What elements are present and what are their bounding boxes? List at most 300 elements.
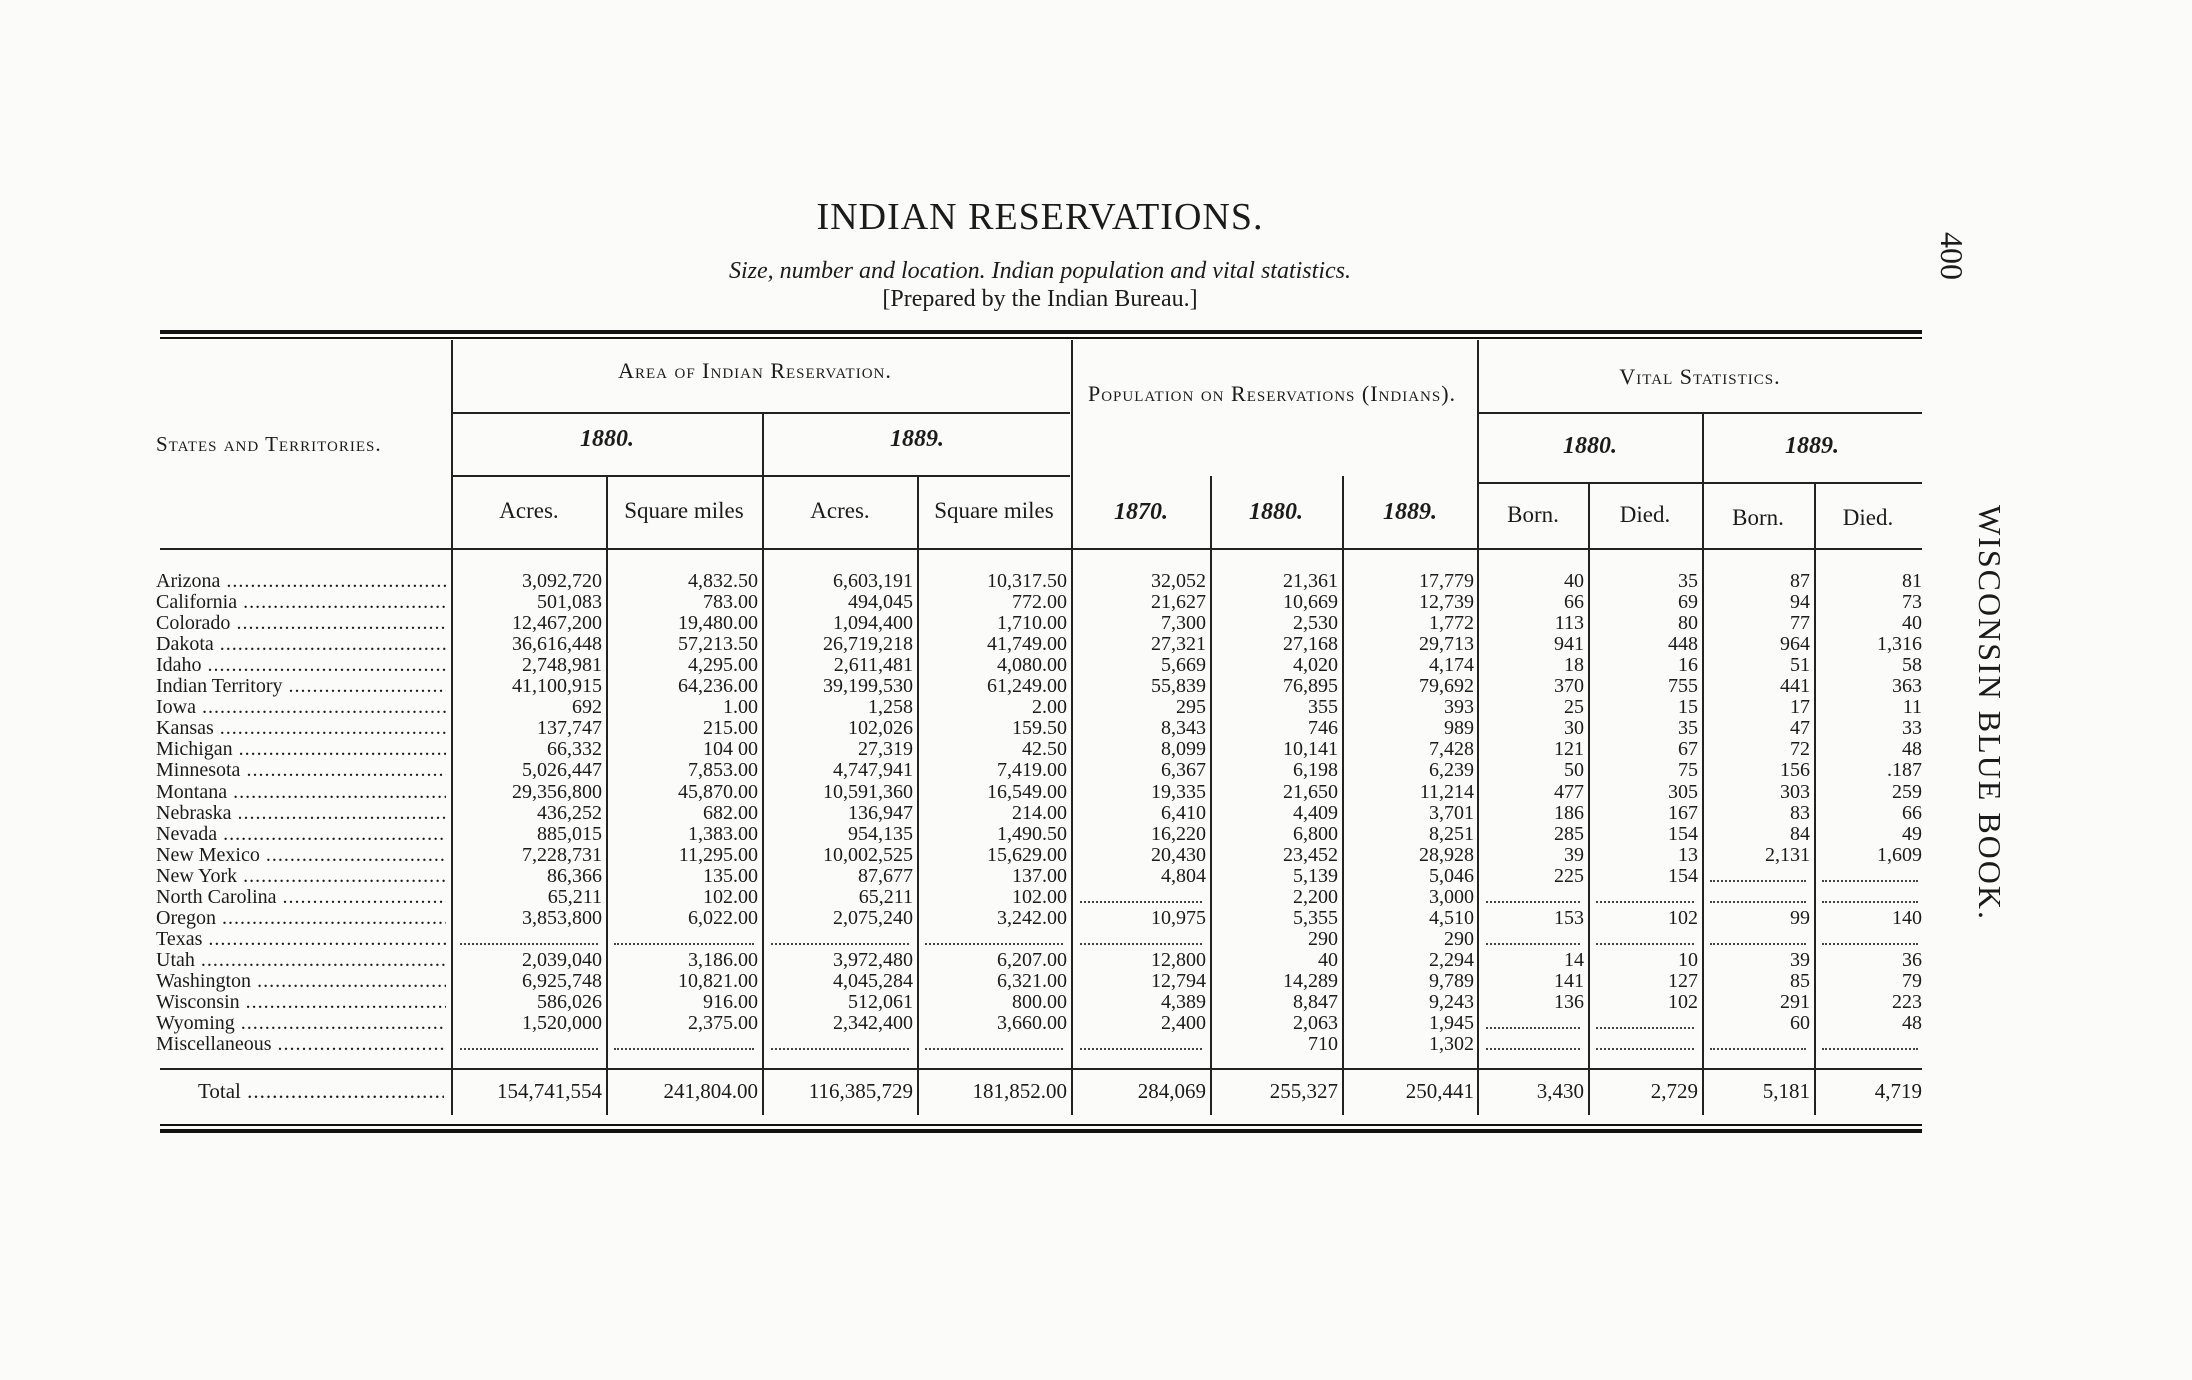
table-cell: 1,609 [1877,843,1922,866]
table-cell: 18 [1564,654,1584,677]
table-cell: 50 [1564,759,1584,782]
state-name: Idaho ..... [156,655,446,676]
table-cell: 2,200 [1293,885,1338,908]
table-cell: 14 [1564,948,1584,971]
header-acres-1880: Acres. [499,498,559,523]
header-born-1889: Born. [1732,505,1784,530]
table-cell: 586,026 [537,991,602,1013]
table-cell: 11,295.00 [678,843,758,866]
table-cell: 2,131 [1765,843,1810,866]
table-cell: 48 [1902,1012,1922,1035]
table-row [0,971,2192,992]
table-cell: 223 [1892,991,1922,1013]
header-bottom-line [160,548,1922,550]
table-cell: 6,198 [1293,759,1338,782]
table-cell: 167 [1668,801,1698,824]
header-died-1880: Died. [1619,502,1671,527]
table-cell [614,929,754,945]
table-cell: 8,847 [1293,991,1338,1013]
table-cell: 102,026 [848,717,913,740]
table-cell: 81 [1902,570,1922,592]
table-cell: 10,669 [1283,591,1338,614]
table-cell: 72 [1790,738,1810,761]
table-cell: 19,480.00 [678,612,758,635]
table-cell: 40 [1564,570,1584,592]
table-cell: 1,383.00 [688,822,758,845]
state-name: Miscellaneous ..... [156,1034,446,1055]
table-cell: 28,928 [1419,843,1474,866]
state-name: Wisconsin ..... [156,992,446,1013]
table-cell: 772.00 [1012,591,1067,614]
table-cell [1710,929,1806,945]
state-name: Arizona ..... [156,571,446,592]
table-cell [1710,1034,1806,1050]
total-cell: 241,804.00 [663,1079,758,1103]
table-cell [1486,929,1580,945]
top-rule-thin [160,337,1922,339]
table-cell: 77 [1790,612,1810,635]
top-rule [160,330,1922,334]
table-cell: 2,063 [1293,1012,1338,1035]
table-cell: 33 [1902,717,1922,740]
header-population: Population on Reservations (Indians). [1087,381,1457,406]
state-name: Washington ..... [156,971,446,992]
header-acres-1889: Acres. [810,498,870,523]
table-cell: 12,739 [1419,591,1474,614]
table-cell: 79,692 [1419,675,1474,698]
table-cell: 6,207.00 [997,948,1067,971]
table-cell: 35 [1678,570,1698,592]
table-cell: 26,719,218 [823,633,913,656]
table-cell [1080,1034,1202,1050]
table-cell [614,1034,754,1050]
state-name: Oregon ..... [156,908,446,929]
table-cell: 21,361 [1283,570,1338,592]
table-cell: 5,355 [1293,906,1338,929]
header-vital-1889: 1889. [1785,433,1839,459]
table-cell [1596,1034,1694,1050]
table-cell: 6,367 [1161,759,1206,782]
table-cell: 27,168 [1283,633,1338,656]
table-cell: 682.00 [703,801,758,824]
table-cell [460,929,598,945]
state-name: Iowa ..... [156,697,446,718]
table-cell: 3,186.00 [688,948,758,971]
table-cell: 4,045,284 [833,969,913,992]
table-cell [1822,866,1918,882]
table-cell: 154 [1668,864,1698,887]
table-cell [1486,1013,1580,1029]
table-cell: 512,061 [848,991,913,1013]
table-cell [1822,887,1918,903]
table-row [0,992,2192,1013]
table-cell: 36 [1902,948,1922,971]
table-cell: 102 [1668,906,1698,929]
table-row [0,950,2192,971]
table-cell: 10,317.50 [987,570,1067,592]
table-cell: 55,839 [1151,675,1206,698]
table-cell: 1,945 [1429,1012,1474,1035]
state-name: Wyoming ..... [156,1013,446,1034]
table-cell: 305 [1668,780,1698,803]
table-cell: 885,015 [537,822,602,845]
table-cell: 225 [1554,864,1584,887]
table-cell: 303 [1780,780,1810,803]
table-cell: 10,975 [1151,906,1206,929]
table-cell: 102.00 [703,885,758,908]
table-cell: 8,343 [1161,717,1206,740]
table-cell: 5,046 [1429,864,1474,887]
table-cell: 1,772 [1429,612,1474,635]
table-cell: 2,375.00 [688,1012,758,1035]
header-born-1880: Born. [1507,502,1559,527]
table-cell: 12,794 [1151,969,1206,992]
state-name: Utah ..... [156,950,446,971]
table-row [0,697,2192,718]
table-cell: 6,800 [1293,822,1338,845]
table-cell: 355 [1308,696,1338,719]
table-cell: 156 [1780,759,1810,782]
table-cell: 39,199,530 [823,675,913,698]
table-cell: 6,022.00 [688,906,758,929]
state-name: New Mexico ..... [156,845,446,866]
table-cell [771,929,909,945]
state-name: Michigan ..... [156,739,446,760]
table-cell: 7,300 [1161,612,1206,635]
header-pop-1880: 1880. [1249,499,1303,525]
table-row [0,782,2192,803]
table-cell: 2,039,040 [522,948,602,971]
table-cell: 7,228,731 [522,843,602,866]
table-cell: 9,789 [1429,969,1474,992]
state-name: Texas ..... [156,929,446,950]
book-title: WISCONSIN BLUE BOOK. [1972,505,2008,921]
bottom-rule-thin [160,1124,1922,1126]
table-cell: 494,045 [848,591,913,614]
table-cell: 58 [1902,654,1922,677]
header-sqmiles-1880: Square miles [624,498,744,523]
table-cell: 441 [1780,675,1810,698]
table-cell [1486,887,1580,903]
table-cell: 113 [1554,612,1584,635]
header-line-area [452,412,1070,414]
table-cell: 4,389 [1161,991,1206,1013]
table-cell: 4,510 [1429,906,1474,929]
table-cell: 154 [1668,822,1698,845]
table-cell: 40 [1902,612,1922,635]
table-cell [1486,1034,1580,1050]
header-sqmiles-1889: Square miles [934,498,1054,523]
table-cell: 85 [1790,969,1810,992]
total-top-line [160,1068,1922,1070]
table-row [0,908,2192,929]
table-cell: 12,800 [1151,948,1206,971]
header-vital: Vital Statistics. [1619,364,1781,389]
table-cell: 67 [1678,738,1698,761]
table-cell: 51 [1790,654,1810,677]
table-cell: 3,242.00 [997,906,1067,929]
table-cell: 17,779 [1419,570,1474,592]
table-cell: 65,211 [547,885,602,908]
state-name: California ..... [156,592,446,613]
table-cell [1080,929,1202,945]
header-died-1889: Died. [1842,505,1894,530]
table-cell: 25 [1564,696,1584,719]
table-cell: 916.00 [703,991,758,1013]
table-row [0,887,2192,908]
table-cell: 135.00 [703,864,758,887]
table-cell: 2,294 [1429,948,1474,971]
table-cell: 60 [1790,1012,1810,1035]
header-line-vital-years [1478,482,1922,484]
total-cell: 3,430 [1536,1079,1584,1103]
total-cell: 4,719 [1874,1079,1922,1103]
table-cell: 4,020 [1293,654,1338,677]
table-cell [460,1034,598,1050]
table-cell: 42.50 [1022,738,1067,761]
table-cell: 30 [1564,717,1584,740]
table-cell: 692 [572,696,602,719]
table-cell [1822,1034,1918,1050]
table-cell: 27,319 [858,738,913,761]
table-cell: 79 [1902,969,1922,992]
table-cell: 393 [1444,696,1474,719]
table-cell: 13 [1678,843,1698,866]
state-name: Indian Territory ..... [156,676,446,697]
table-cell: 15,629.00 [987,843,1067,866]
table-cell: 36,616,448 [512,633,602,656]
table-cell: 2,075,240 [833,906,913,929]
table-cell: 3,000 [1429,885,1474,908]
table-cell: 20,430 [1151,843,1206,866]
table-cell: 40 [1318,948,1338,971]
table-cell: 6,603,191 [833,570,913,592]
state-name: Colorado ..... [156,613,446,634]
table-cell: 5,139 [1293,864,1338,887]
table-row [0,655,2192,676]
table-cell: 285 [1554,822,1584,845]
table-cell: 48 [1902,738,1922,761]
table-cell: 86,366 [547,864,602,887]
table-cell: 32,052 [1151,570,1206,592]
table-cell: 6,321.00 [997,969,1067,992]
table-cell: 1,490.50 [997,822,1067,845]
table-cell: 41,100,915 [512,675,602,698]
table-cell: 783.00 [703,591,758,614]
table-cell: 2,748,981 [522,654,602,677]
table-cell: 1,302 [1429,1033,1474,1056]
total-cell: 250,441 [1405,1079,1474,1103]
table-cell: 3,092,720 [522,570,602,592]
table-cell: 4,174 [1429,654,1474,677]
table-cell: 104 00 [703,738,758,761]
table-cell: 49 [1902,822,1922,845]
table-cell: 6,925,748 [522,969,602,992]
table-cell: 8,251 [1429,822,1474,845]
table-row [0,739,2192,760]
state-name: Nebraska ..... [156,803,446,824]
table-cell: 4,804 [1161,864,1206,887]
table-cell: 66 [1564,591,1584,614]
table-cell [1710,887,1806,903]
table-cell: 3,660.00 [997,1012,1067,1035]
table-row [0,760,2192,781]
state-name: North Carolina ..... [156,887,446,908]
page-subtitle: Size, number and location. Indian population and vital statistics. [729,258,1351,284]
table-cell: 5,026,447 [522,759,602,782]
table-cell: 14,289 [1283,969,1338,992]
table-row [0,1034,2192,1055]
table-cell: 141 [1554,969,1584,992]
state-name: Nevada ..... [156,824,446,845]
total-cell: 116,385,729 [808,1079,913,1103]
table-cell: 66,332 [547,738,602,761]
table-row [0,866,2192,887]
total-cell: 255,327 [1269,1079,1338,1103]
table-cell: 4,080.00 [997,654,1067,677]
state-name: Montana ..... [156,782,446,803]
table-cell: 4,409 [1293,801,1338,824]
total-cell: 5,181 [1762,1079,1810,1103]
table-cell: 87 [1790,570,1810,592]
table-cell: 102.00 [1012,885,1067,908]
table-cell: 4,295.00 [688,654,758,677]
table-cell: 477 [1554,780,1584,803]
table-row [0,1013,2192,1034]
table-cell: 83 [1790,801,1810,824]
table-cell: 66 [1902,801,1922,824]
table-row [0,929,2192,950]
table-row [0,845,2192,866]
table-cell: 57,213.50 [678,633,758,656]
table-cell: 1,258 [868,696,913,719]
table-cell: 137.00 [1012,864,1067,887]
table-cell: 80 [1678,612,1698,635]
table-row [0,676,2192,697]
table-cell: 47 [1790,717,1810,740]
table-cell: 61,249.00 [987,675,1067,698]
table-cell: 39 [1790,948,1810,971]
table-cell: 7,853.00 [688,759,758,782]
state-name: Dakota ..... [156,634,446,655]
page-number: 400 [1934,232,1970,280]
table-row [0,718,2192,739]
state-name: New York ..... [156,866,446,887]
table-cell: 21,627 [1151,591,1206,614]
table-cell: 7,419.00 [997,759,1067,782]
table-cell: 436,252 [537,801,602,824]
table-cell [1596,887,1694,903]
table-cell: 75 [1678,759,1698,782]
prepared-by-note: [Prepared by the Indian Bureau.] [882,286,1198,312]
bottom-rule [160,1129,1922,1133]
table-row [0,571,2192,592]
table-cell: 17 [1790,696,1810,719]
page-title: INDIAN RESERVATIONS. [816,196,1264,238]
table-cell: 2.00 [1032,696,1067,719]
table-cell: 41,749.00 [987,633,1067,656]
table-cell: 4,747,941 [833,759,913,782]
table-cell: 35 [1678,717,1698,740]
total-cell: 154,741,554 [497,1079,602,1103]
table-row [0,592,2192,613]
table-cell: 2,342,400 [833,1012,913,1035]
table-cell [771,1034,909,1050]
table-cell: 153 [1554,906,1584,929]
table-cell: 1,094,400 [833,612,913,635]
table-row [0,634,2192,655]
header-pop-1870: 1870. [1114,499,1168,525]
table-cell: 73 [1902,591,1922,614]
table-cell: 23,452 [1283,843,1338,866]
table-cell: 11,214 [1419,780,1474,803]
table-cell: 65,211 [858,885,913,908]
table-cell: 8,099 [1161,738,1206,761]
header-line-years [452,475,1070,477]
table-cell: 64,236.00 [678,675,758,698]
table-cell: 94 [1790,591,1810,614]
table-cell: 6,239 [1429,759,1474,782]
table-cell: 954,135 [848,822,913,845]
header-pop-1889: 1889. [1383,499,1437,525]
table-cell: 2,611,481 [833,654,913,677]
table-cell: 84 [1790,822,1810,845]
table-cell: 19,335 [1151,780,1206,803]
table-cell: 3,853,800 [522,906,602,929]
table-cell [1710,866,1806,882]
table-cell [1596,929,1694,945]
table-cell: 2,530 [1293,612,1338,635]
table-cell: 186 [1554,801,1584,824]
table-cell: 2,400 [1161,1012,1206,1035]
header-area: Area of Indian Reservation. [618,358,892,383]
header-area-1880: 1880. [580,426,634,452]
table-cell: 3,701 [1429,801,1474,824]
table-cell: 5,669 [1161,654,1206,677]
total-cell: 181,852.00 [972,1079,1067,1103]
table-cell: 363 [1892,675,1922,698]
table-row [0,803,2192,824]
table-cell: 3,972,480 [833,948,913,971]
table-cell: 7,428 [1429,738,1474,761]
table-cell: 87,677 [858,864,913,887]
total-cell: 284,069 [1137,1079,1206,1103]
table-cell: 27,321 [1151,633,1206,656]
table-cell [925,929,1063,945]
table-cell: 10,141 [1283,738,1338,761]
table-cell: 12,467,200 [512,612,602,635]
table-cell: 800.00 [1012,991,1067,1013]
table-cell: 295 [1176,696,1206,719]
table-cell: 710 [1308,1033,1338,1056]
table-cell: 1.00 [723,696,758,719]
table-cell: 746 [1308,717,1338,740]
table-cell: 10,591,360 [823,780,913,803]
table-cell: 290 [1308,927,1338,950]
table-cell: 21,650 [1283,780,1338,803]
table-cell: 127 [1668,969,1698,992]
table-cell: 9,243 [1429,991,1474,1013]
table-cell [1822,929,1918,945]
header-area-1889: 1889. [890,426,944,452]
table-cell: 16 [1678,654,1698,677]
table-cell: 121 [1554,738,1584,761]
table-cell: 989 [1444,717,1474,740]
table-cell: 448 [1668,633,1698,656]
total-label: Total ..... [198,1079,444,1104]
table-cell: 1,710.00 [997,612,1067,635]
table-cell: 1,316 [1877,633,1922,656]
